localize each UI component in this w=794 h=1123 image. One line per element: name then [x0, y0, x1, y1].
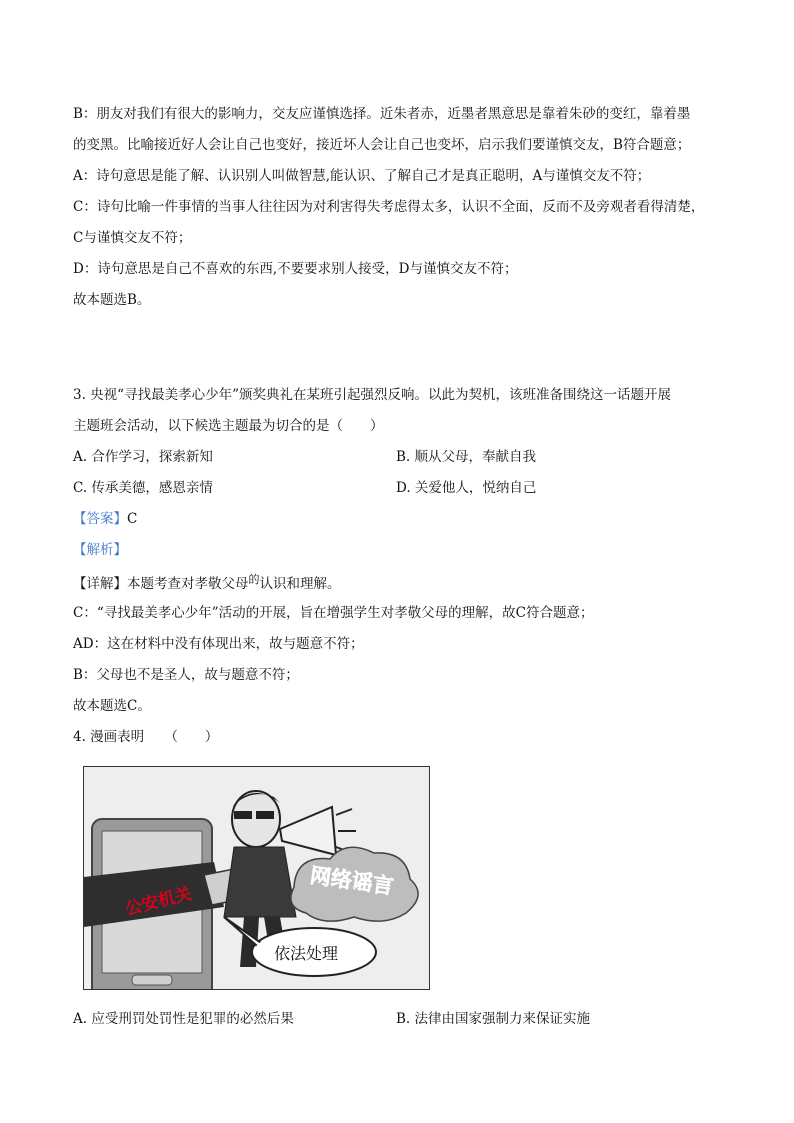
q2-d-line: D：诗句意思是自己不喜欢的东西,不要要求别人接受，D与谨慎交友不符； — [73, 261, 518, 277]
q3-stem-line1: 3. 央视“寻找最美孝心少年”颁奖典礼在某班引起强烈反响。以此为契机，该班准备围绕这一话题开展 — [73, 387, 671, 403]
q3-b-line: B：父母也不是圣人，故与题意不符； — [73, 667, 299, 683]
q2-c-line1: C：诗句比喻一件事情的当事人往往因为对利害得失考虑得太多，认识不全面，反而不及旁观者看得清楚， — [73, 199, 705, 215]
q2-c-line2: C与谨慎交友不符； — [73, 230, 192, 246]
q3-ad-line: AD：这在材料中没有体现出来，故与题意不符； — [73, 636, 364, 652]
q3-detail — [73, 575, 341, 594]
q2-b-line2: 的变黑。比喻接近好人会让自己也变好，接近坏人会让自己也变坏，启示我们要谨慎交友，B符合题意； — [73, 137, 691, 153]
cartoon-image — [83, 766, 430, 990]
q4-stem: 4. 漫画表明 （ ） — [73, 729, 219, 745]
q3-stem-line2: 主题班会活动，以下候选主题最为切合的是（ ） — [73, 418, 384, 434]
q3-option-d: D. 关爱他人，悦纳自己 — [396, 480, 537, 496]
detail-text-sup: 的 — [248, 573, 260, 586]
detail-tag: 【详解】 — [73, 576, 127, 592]
q4-option-a: A. 应受刑罚处罚性是犯罪的必然后果 — [73, 1011, 294, 1027]
q4-option-b: B. 法律由国家强制力来保证实施 — [396, 1011, 591, 1027]
q2-b-line1: B：朋友对我们有很大的影响力，交友应谨慎选择。近朱者赤，近墨者黑意思是靠着朱砂的变红，靠着墨 — [73, 106, 691, 122]
label-police: 公安机关 — [123, 883, 195, 920]
answer-value: C — [127, 511, 138, 527]
q2-a-line: A：诗句意思是能了解、认识别人叫做智慧,能认识、了解自己才是真正聪明，A与谨慎交友不符； — [73, 168, 651, 184]
q2-conclusion: 故本题选B。 — [73, 292, 151, 308]
q3-option-a: A. 合作学习，探索新知 — [73, 449, 213, 465]
answer-tag: 【答案】 — [73, 511, 127, 527]
label-rumor: 网络谣言 — [308, 863, 396, 899]
q3-option-b: B. 顺从父母，奉献自我 — [396, 449, 537, 465]
q3-c-line: C：“寻找最美孝心少年”活动的开展，旨在增强学生对孝敬父母的理解，故C符合题意； — [73, 605, 594, 621]
detail-text-b: 认识和理解。 — [259, 576, 341, 592]
label-handle: 依法处理 — [274, 944, 339, 963]
q3-conclusion: 故本题选C。 — [73, 698, 151, 714]
q3-analysis — [73, 541, 127, 559]
detail-text-a: 本题考查对孝敬父母 — [127, 576, 249, 592]
analysis-tag: 【解析】 — [73, 542, 127, 558]
q3-answer — [73, 510, 137, 528]
q3-option-c: C. 传承美德，感恩亲情 — [73, 480, 213, 496]
